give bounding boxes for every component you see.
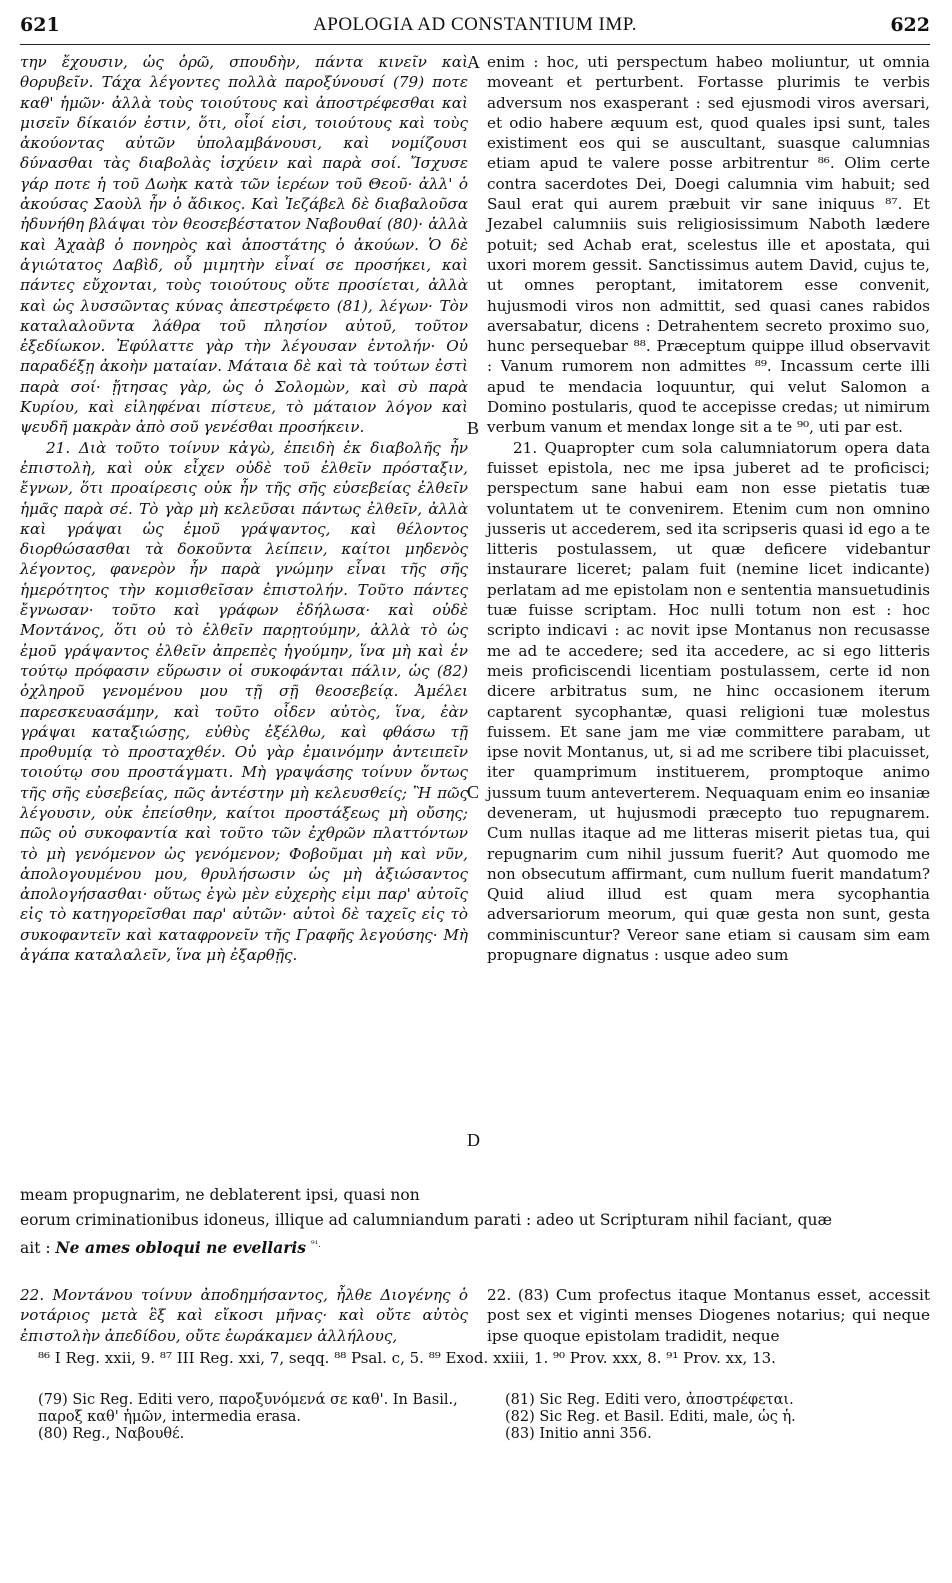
latin-paragraph: 21. Quapropter cum sola calumniatorum opera data fuisset epistola, nec me ipsa juberet ad te proficisci; perspectum sane habui eam non esse pietatis tuæ voluntatem ut te convenirem. Etenim cum non omnino jusseris ut accederem, sed ita scripseris quasi id ego a te litteris postulassem, ut quæ deficere videbantur instaurare liceret; palam fuit (nemine licet indicante) perlatam ad me epistolam non e sententia mansuetudinis tuæ fuisse scriptam. Hoc nulli totum non est : hoc scripto indicavi : ac novit ipse Montanus non recusasse me ad te accedere; sed ita accedere, ac si ego litteris meis proficiscendi licentiam postulassem, certe id non dicere arbitratus sum, ne hinc occasionem iterum captarent sycophantæ, quasi religioni tuæ molestus fuissem. Et sane jam me viæ committere parabam, ut ipse novit Montanus, ut, si ad me scribere tibi placuisset, iter quamprimum instituerem, promptoque animo jussum tuum anteverterem. Nequaquam enim eo insaniæ deveneram, ut hujusmodi præcepto tuo repugnarem. Cum nullas itaque ad me litteras miserit pietas tua, qui repugnarim cum nihil jussum fuerit? Aut quomodo me non obsecutum affirmant, cum nullum fuerit mandatum? Quid aliud illud est quam mera sycophantia adversariorum meorum, qui quæ gesta non sunt, gesta comminiscuntur? Vereor sane etiam si causam sim eam propugnare dignatus : usque adeo sum [487, 438, 930, 965]
footnote: (82) Sic Reg. et Basil. Editi, male, ὡς ἡ. [505, 1409, 796, 1425]
full-width-line-2: eorum criminationibus idoneus, illique ad calumniandum parati : adeo ut Scripturam nihil faciant, quæ [20, 1211, 833, 1229]
margin-letter-b: B [467, 418, 480, 438]
latin-bottom-paragraph: 22. (83) Cum profectus itaque Montanus esset, accessit post sex et viginti menses Diogenes notarius; qui neque ipse quoque epistolam tradidit, neque [487, 1286, 930, 1345]
left-page-number: 621 [20, 14, 60, 36]
greek-column [20, 52, 468, 965]
margin-letter-a: A [467, 52, 480, 72]
running-title: APOLOGIA AD CONSTANTIUM IMP. [313, 14, 637, 35]
footnotes-right [505, 1392, 930, 1443]
greek-bottom-paragraph: 22. Μοντάνου τοίνυν ἀποδημήσαντος, ἦλθε Διογένης ὁ νοτάριος μετὰ ἓξ καὶ εἴκοσι μῆνας· καὶ οὔτε αὐτὸς ἐπιστολὴν ἀπεδίδου, οὔτε ἑωράκαμεν ἀλλήλους, [20, 1286, 468, 1345]
right-page-number: 622 [890, 14, 930, 36]
scripture-quote: Ne ames obloqui ne evellaris [55, 1238, 307, 1258]
footnote: (81) Sic Reg. Editi vero, ἀποστρέφεται. [505, 1392, 794, 1408]
footnotes-left [38, 1392, 478, 1443]
footnote: (83) Initio anni 356. [505, 1426, 652, 1442]
footnote: (80) Reg., Ναβουθέ. [38, 1426, 185, 1442]
margin-letter-c: C [467, 782, 480, 802]
greek-paragraph: την ἔχουσιν, ὡς ὁρῶ, σπουδὴν, πάντα κινεῖν καὶ θορυβεῖν. Τάχα λέγοντες πολλὰ παροξύνουσί (79) ποτε καθ' ἡμῶν· ἀλλὰ τοὺς τοιούτους καὶ ἀποστρέφεσθαι καὶ μισεῖν δίκαιόν ἐστιν, ὅτι, οἷοί εἰσι, τοιούτους καὶ τοὺς ἀκούοντας αὐτῶν ὑπολαμβάνουσι, καὶ νομίζουσι δύνασθαι τὰς διαβολὰς ἰσχύειν καὶ παρὰ σοί. Ἴσχυσε γάρ ποτε ἡ τοῦ Δωὴκ κατὰ τῶν ἱερέων τοῦ Θεοῦ· ἀλλ' ὁ ἀκούσας Σαοὺλ ἦν ὁ ἄδικος. Καὶ Ἰεζάβελ δὲ διαβαλοῦσα ἠδυνήθη βλάψαι τὸν θεοσεβέστατον Ναβουθαί (80)· ἀλλὰ καὶ Ἀχαὰβ ὁ πονηρὸς καὶ ἀποστάτης ὁ ἀκούων. Ὁ δὲ ἁγιώτατος Δαβὶδ, οὗ μιμητὴν εἶναί σε προσήκει, καὶ πάντες εὔχονται, τοὺς τοιούτους οὔτε προσίεται, ἀλλὰ καὶ ὡς λυσσῶντας κύνας ἀπεστρέφετο (81), λέγων· Τὸν καταλαλοῦντα λάθρα τοῦ πλησίον αὐτοῦ, τοῦτον ἐξεδίωκον. Ἐφύλαττε γὰρ τὴν λέγουσαν ἐντολήν· Οὐ παραδέξῃ ἀκοὴν ματαίαν. Μάταια δὲ καὶ τὰ τούτων ἐστὶ παρὰ σοί· ᾔτησας γὰρ, ὡς ὁ Σολομὼν, καὶ σὺ παρὰ Κυρίου, καὶ εἰληφέναι πίστευε, τὸ μάταιον λόγον καὶ ψευδῆ μακρὰν ἀπὸ σοῦ γενέσθαι προσήκειν. [20, 53, 468, 437]
margin-letter-d: D [467, 1130, 480, 1150]
latin-paragraph: enim : hoc, uti perspectum habeo moliuntur, ut omnia moveant et perturbent. Fortasse plurimis te verbis adversum nos exasperant : sed ejusmodi viros aversari, et odio habere æquum est, quod quales ipsi sunt, tales existiment eos qui se auscultant, suasque calumnias etiam apud te valere posse arbitrentur ⁸⁶. Olim certe contra sacerdotes Dei, Doegi calumnia vim habuit; sed Saul erat qui aurem præbuit vir sane iniquus ⁸⁷. Et Jezabel calumniis suis religiosissimum Naboth lædere potuit; sed Achab erat, scelestus ille et apostata, qui uxori morem gessit. Sanctissimus autem David, cujus te, ut omnes peroptant, imitatorem esse convenit, hujusmodi viros non admittit, sed quasi canes rabidos aversabatur, dicens : Detrahentem secreto proximo suo, hunc persequebar ⁸⁸. Præceptum quippe illud observavit : Vanum rumorem non admittes ⁸⁹. Incassum certe illi apud te mendacia loquuntur, qui velut Salomon a Domino postularis, quod te accepisse credas; ut nimirum verbum vanum et mendax longe sit a te ⁹⁰, uti par est. [487, 53, 930, 437]
scripture-references: ⁸⁶ I Reg. xxii, 9. ⁸⁷ III Reg. xxi, 7, seqq. ⁸⁸ Psal. c, 5. ⁸⁹ Exod. xxiii, 1. ⁹⁰ Prov. xxx, 8. ⁹¹ Prov. xx, 13. [38, 1349, 776, 1367]
header-rule [20, 44, 930, 45]
latin-column [487, 52, 930, 965]
greek-paragraph: 21. Διὰ τοῦτο τοίνυν κἀγὼ, ἐπειδὴ ἐκ διαβολῆς ἦν ἐπιστολὴ, καὶ οὐκ εἶχεν οὐδὲ τοῦ ἐλθεῖν πρόσταξιν, ἔγνων, ὅτι προαίρεσις οὐκ ἦν τῆς σῆς εὐσεβείας ἐλθεῖν ἡμᾶς παρὰ σέ. Τὸ γὰρ μὴ κελεῦσαι πάντως ἐλθεῖν, ἀλλὰ καὶ γράψαι ὡς ἐμοῦ γράψαντος, καὶ θέλοντος διορθώσασθαι τὰ δοκοῦντα λείπειν, καίτοι μηδενὸς λέγοντος, φανερὸν ἦν παρὰ γνώμην εἶναι τῆς σῆς ἡμερότητος τὴν κομισθεῖσαν ἐπιστολήν. Τοῦτο πάντες ἔγνωσαν· τοῦτο καὶ γράφων ἐδήλωσα· καὶ οὐδὲ Μοντάνος, ὅτι οὐ τὸ ἐλθεῖν παρῃτούμην, ἀλλὰ τὸ ὡς ἐμοῦ γράψαντος ἐλθεῖν ἀπρεπὲς ἡγούμην, ἵνα μὴ καὶ ἐν τούτῳ πρόφασιν εὕρωσιν οἱ συκοφάνται πάλιν, ὡς (82) ὀχληροῦ γενομένου μου τῇ σῇ θεοσεβείᾳ. Ἀμέλει παρεσκευασάμην, καὶ τοῦτο οἶδεν αὐτὸς, ἵνα, ἐὰν γράψαι καταξιώσῃς, εὐθὺς ἐξέλθω, καὶ φθάσω τῇ προθυμίᾳ τὸ προσταχθέν. Οὐ γὰρ ἐμαινόμην ἀντειπεῖν τοιούτῳ σου προστάγματι. Μὴ γραψάσης τοίνυν ὄντως τῆς σῆς εὐσεβείας, πῶς ἀντέστην μὴ κελευσθείς; Ἢ πῶς λέγουσιν, οὐκ ἐπείσθην, καίτοι προστάξεως μὴ οὔσης; πῶς οὐ συκοφαντία καὶ τοῦτο τῶν ἐχθρῶν πλαττόντων τὸ μὴ γενόμενον ὡς γενόμενον; Φοβοῦμαι μὴ καὶ νῦν, ἀπολογουμένου μου, θρυλήσωσιν ὡς μὴ ἀξιώσαντος ἀπολογήσασθαι· οὕτως ἐγὼ μὲν εὐχερὴς εἰμι παρ' αὐτοῖς εἰς τὸ κατηγορεῖσθαι παρ' αὐτῶν· αὐτοὶ δὲ ταχεῖς εἰς τὸ συκοφαντεῖν καὶ καταφρονεῖν τῆς Γραφῆς λεγούσης· Μὴ ἀγάπα καταλαλεῖν, ἵνα μὴ ἐξαρθῇς. [20, 438, 468, 965]
full-width-line-1: meam propugnarim, ne deblaterent ipsi, quasi non [20, 1186, 420, 1204]
page-header [20, 14, 930, 44]
full-width-line-3: ait : Ne ames obloqui ne evellaris $^{^{91}.}$ [20, 1238, 322, 1258]
footnote: (79) Sic Reg. Editi vero, παροξυνόμενά σε καθ'. In Basil., παροξ καθ' ἡμῶν, intermedia erasa. [38, 1392, 458, 1425]
